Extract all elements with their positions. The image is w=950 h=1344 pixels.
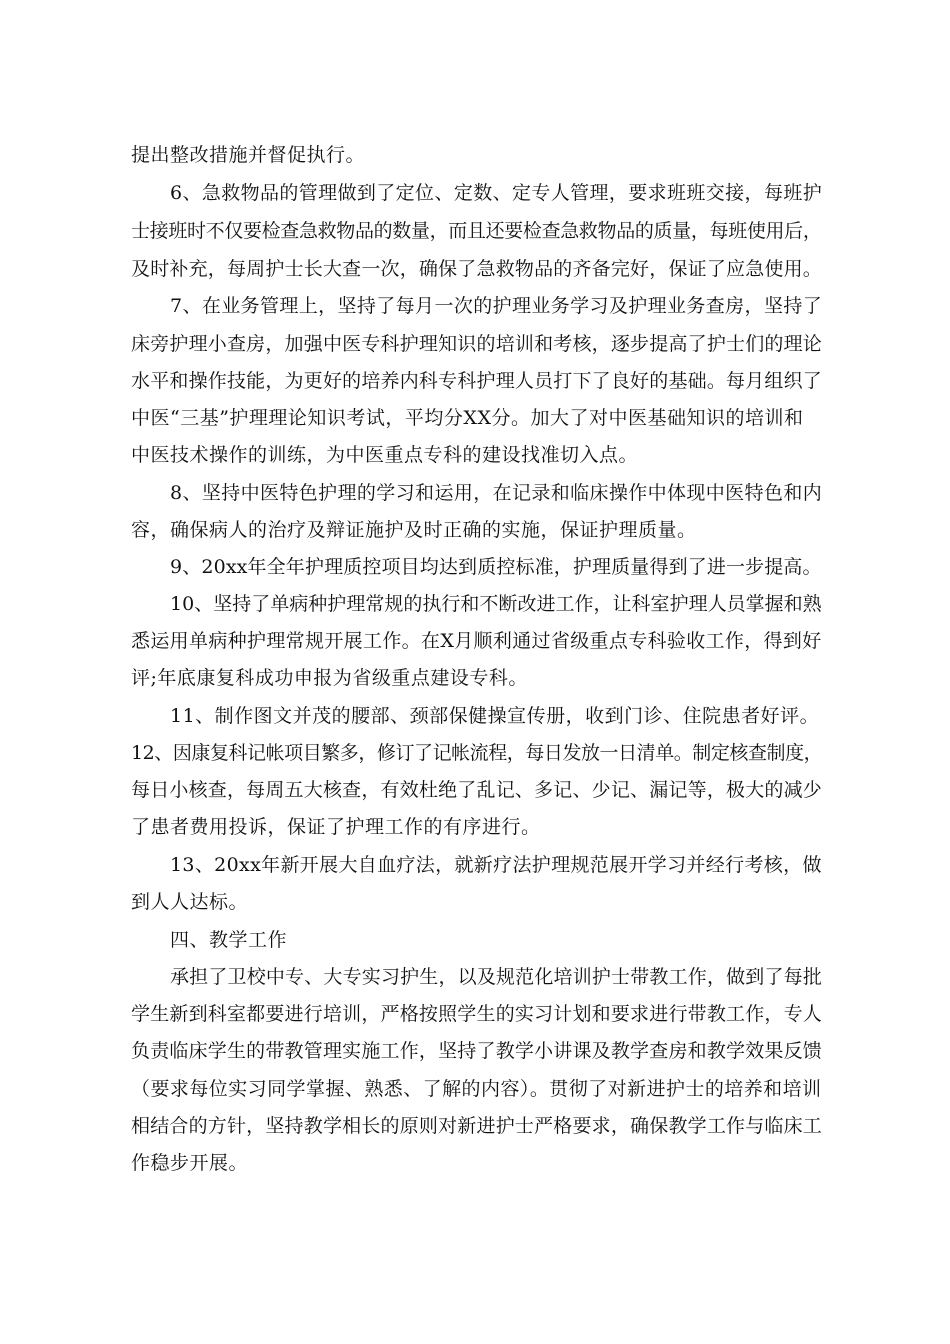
section-heading: 四、教学工作 — [170, 929, 288, 951]
text-line: 悉运用单病种护理常规开展工作。在X月顺利通过省级重点专科验收工作，得到好 — [131, 630, 822, 652]
text-line: 9、20xx年全年护理质控项目均达到质控标准，护理质量得到了进一步提高。 — [170, 556, 822, 578]
text-line: 11、制作图文并茂的腰部、颈部保健操宣传册，收到门诊、住院患者好评。 — [170, 705, 820, 727]
text-line: 承担了卫校中专、大专实习护生，以及规范化培训护士带教工作，做到了每批 — [170, 966, 823, 988]
text-line: 8、坚持中医特色护理的学习和运用，在记录和临床操作中体现中医特色和内 — [170, 482, 823, 504]
text-line: 12、因康复科记帐项目繁多，修订了记帐流程，每日发放一日清单。制定核查制度， — [131, 742, 823, 764]
text-line: 学生新到科室都要进行培训，严格按照学生的实习计划和要求进行带教工作，专人 — [131, 1003, 823, 1025]
text-line: 10、坚持了单病种护理常规的执行和不断改进工作，让科室护理人员掌握和熟 — [170, 593, 822, 615]
text-line: 到人人达标。 — [131, 891, 249, 913]
text-line: 水平和操作技能，为更好的培养内科专科护理人员打下了良好的基础。每月组织了 — [131, 370, 823, 392]
text-line: 及时补充，每周护士长大查一次，确保了急救物品的齐备完好，保证了应急使用。 — [131, 258, 823, 280]
text-line: 中医技术操作的训练，为中医重点专科的建设找准切入点。 — [131, 444, 639, 466]
text-line: （要求每位实习同学掌握、熟悉、了解的内容）。贯彻了对新进护士的培养和培训 — [131, 1078, 822, 1100]
text-line: 士接班时不仅要检查急救物品的数量，而且还要检查急救物品的质量，每班使用后， — [131, 220, 822, 242]
text-line: 每日小核查，每周五大核查，有效杜绝了乱记、多记、少记、漏记等，极大的减少 — [131, 779, 823, 801]
text-line: 相结合的方针，坚持教学相长的原则对新进护士严格要求，确保教学工作与临床工 — [131, 1115, 823, 1137]
text-line: 作稳步开展。 — [131, 1152, 249, 1174]
text-line: 中医“三基”护理理论知识考试，平均分XX分。加大了对中医基础知识的培训和 — [131, 407, 804, 429]
text-line: 13、20xx年新开展大自血疗法，就新疗法护理规范展开学习并经行考核，做 — [170, 854, 822, 876]
text-line: 7、在业务管理上，坚持了每月一次的护理业务学习及护理业务查房，坚持了 — [170, 295, 823, 317]
text-line: 床旁护理小查房，加强中医专科护理知识的培训和考核，逐步提高了护士们的理论 — [131, 333, 823, 355]
text-line: 6、急救物品的管理做到了定位、定数、定专人管理，要求班班交接，每班护 — [170, 182, 823, 204]
text-line: 了患者费用投诉，保证了护理工作的有序进行。 — [131, 816, 541, 838]
text-line: 负责临床学生的带教管理实施工作，坚持了教学小讲课及教学查房和教学效果反馈 — [131, 1040, 823, 1062]
text-line: 评;年底康复科成功申报为省级重点建设专科。 — [131, 667, 528, 689]
text-line: 提出整改措施并督促执行。 — [131, 144, 366, 166]
text-line: 容，确保病人的治疗及辩证施护及时正确的实施，保证护理质量。 — [131, 519, 697, 541]
